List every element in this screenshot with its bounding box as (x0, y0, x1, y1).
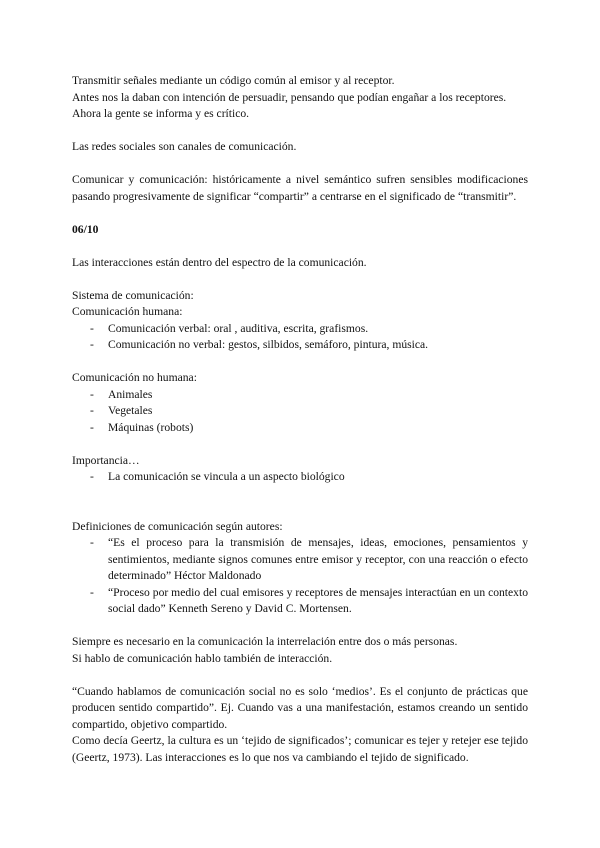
list-item (72, 387, 528, 404)
list-item-text: “Proceso por medio del cual emisores y receptores de mensajes interactúan en un contexto social dado” Kenneth Sereno y David C. Mortensen. (108, 585, 528, 615)
section-label: Definiciones de comunicación según autores: (72, 519, 283, 533)
list-item (72, 585, 528, 618)
paragraph-line: Ahora la gente se informa y es crítico. (72, 107, 250, 120)
paragraph: Comunicar y comunicación: históricamente a nivel semántico sufren sensibles modificaciones pasando progresivamente de significar “compartir” a centrarse en el significado de “transmitir”. (72, 173, 528, 203)
list-item (72, 321, 528, 338)
list-item-text: “Es el proceso para la transmisión de mensajes, ideas, emociones, pensamientos y sentimientos, mediante signos comunes entre emisor y receptor, con una reacción o efecto determinado” Héctor Maldonado (108, 536, 528, 582)
dash-bullet: - (90, 338, 94, 351)
list-item-text: Comunicación no verbal: gestos, silbidos, semáforo, pintura, música. (108, 338, 429, 351)
list-item-text: Vegetales (108, 404, 153, 417)
paragraph: “Cuando hablamos de comunicación social no es solo ‘medios’. Es el conjunto de prácticas que producen sentido compartido”. Ej. Cuando vas a una manifestación, estamos creando un sentido compartido, objetivo compartido. (72, 684, 528, 731)
dash-bullet: - (90, 536, 94, 549)
section-label: Importancia… (72, 453, 140, 467)
dash-bullet: - (90, 470, 94, 483)
date-heading: 06/10 (72, 222, 99, 236)
list-item (72, 403, 528, 420)
section-label: Comunicación humana: (72, 305, 183, 318)
paragraph-line: Transmitir señales mediante un código común al emisor y al receptor. (72, 74, 395, 87)
section-label: Sistema de comunicación: (72, 288, 194, 302)
list (72, 535, 528, 618)
paragraph-line: Siempre es necesario en la comunicación la interrelación entre dos o más personas. (72, 635, 458, 648)
list-item (72, 337, 528, 354)
list-item (72, 535, 528, 585)
list (72, 469, 528, 486)
dash-bullet: - (90, 404, 94, 417)
list-item (72, 420, 528, 437)
list-item-text: Máquinas (robots) (108, 420, 194, 434)
list-item-text: Comunicación verbal: oral , auditiva, escrita, grafismos. (108, 321, 369, 335)
dash-bullet: - (90, 420, 94, 434)
paragraph: Las redes sociales son canales de comunicación. (72, 140, 297, 153)
list (72, 387, 528, 437)
dash-bullet: - (90, 387, 94, 401)
section-label: Comunicación no humana: (72, 371, 197, 384)
dash-bullet: - (90, 585, 94, 599)
list-item (72, 469, 528, 486)
paragraph-line: Antes nos la daban con intención de persuadir, pensando que podían engañar a los receptores. (72, 90, 507, 104)
paragraph: Las interacciones están dentro del espectro de la comunicación. (72, 255, 367, 269)
list-item-text: La comunicación se vincula a un aspecto biológico (108, 470, 345, 483)
document-body (72, 73, 528, 766)
dash-bullet: - (90, 321, 94, 335)
list (72, 321, 528, 354)
paragraph-line: Si hablo de comunicación hablo también de interacción. (72, 651, 333, 665)
list-item-text: Animales (108, 387, 153, 401)
paragraph: Como decía Geertz, la cultura es un ‘tejido de significados’; comunicar es tejer y retejer ese tejido (Geertz, 1973). Las interacciones es lo que nos va cambiando el tejido de significado. (72, 734, 528, 764)
